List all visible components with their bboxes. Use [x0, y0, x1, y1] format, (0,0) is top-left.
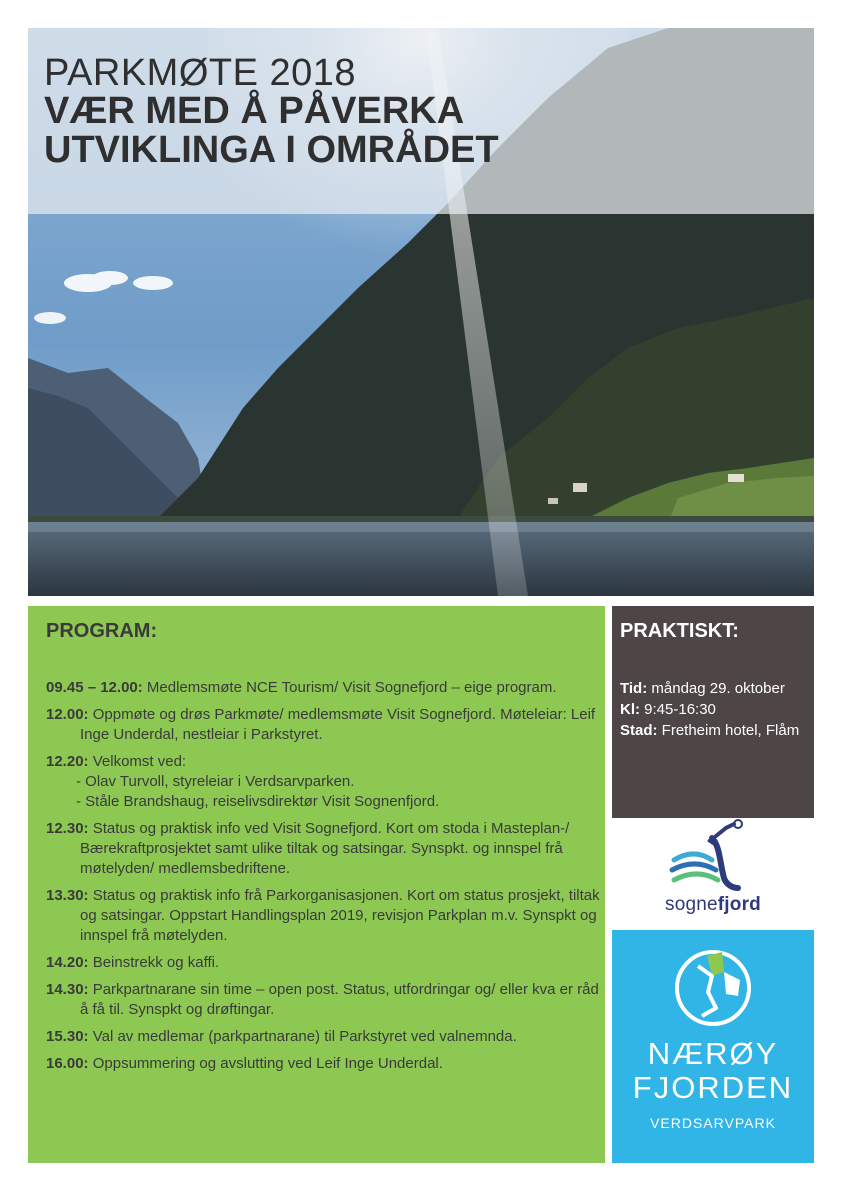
place-label: Stad:	[620, 722, 658, 739]
practical-time	[620, 678, 812, 699]
wordmark-suffix: fjord	[717, 894, 761, 915]
program-time: 15.30:	[46, 1028, 89, 1045]
program-time: 12.20:	[46, 753, 89, 770]
program-text: Status og praktisk info frå Parkorganisasjonen. Kort om status prosjekt, tiltak og satsingar. Oppstart Handlingsplan 2019, revisjon Parkplan m.v. Synspkt og innspel frå møtelyden.	[80, 887, 600, 944]
hero-image	[28, 28, 814, 596]
event-title: PARKMØTE 2018	[44, 52, 357, 94]
program-text: Velkomst ved:	[88, 753, 187, 770]
wordmark-prefix: sogne	[665, 894, 718, 915]
program-text: Parkpartnarane sin time – open post. Status, utfordringar og/ eller kva er råd å få til. Synspkt og drøftingar.	[80, 981, 599, 1018]
naeroy-line-3: VERDSARVPARK	[650, 1115, 776, 1131]
program-time: 16.00:	[46, 1055, 89, 1072]
program-item	[46, 980, 601, 1020]
program-item	[46, 678, 601, 698]
time-value: måndag 29. oktober	[647, 680, 785, 697]
program-time: 14.30:	[46, 981, 89, 998]
practical-heading: PRAKTISKT:	[620, 620, 739, 642]
clock-value: 9:45-16:30	[640, 701, 716, 718]
program-item	[46, 1054, 601, 1074]
program-text: Oppsummering og avslutting ved Leif Inge Underdal.	[88, 1055, 443, 1072]
clock-label: Kl:	[620, 701, 640, 718]
naeroyfjorden-emblem-icon	[612, 930, 814, 1030]
practical-info	[620, 678, 812, 741]
program-panel	[28, 606, 605, 1163]
program-item	[46, 886, 601, 946]
program-sub-item: - Ståle Brandshaug, reiselivsdirektør Visit Sognenfjord.	[76, 793, 440, 810]
program-heading: PROGRAM:	[46, 620, 158, 642]
program-time: 12.00:	[46, 706, 89, 723]
program-sub-item: - Olav Turvoll, styreleiar i Verdsarvparken.	[76, 773, 355, 790]
title-band	[28, 28, 814, 214]
program-text: Oppmøte og drøs Parkmøte/ medlemsmøte Visit Sognefjord. Møteleiar: Leif Inge Underdal, nestleiar i Parkstyret.	[80, 706, 596, 743]
headline-line-2: UTVIKLINGA I OMRÅDET	[44, 129, 499, 171]
sognefjord-emblem-icon	[612, 818, 814, 898]
program-item	[46, 1027, 601, 1047]
program-item	[46, 953, 601, 973]
program-time: 09.45 – 12.00:	[46, 679, 143, 696]
time-label: Tid:	[620, 680, 648, 697]
place-value: Fretheim hotel, Flåm	[657, 722, 800, 739]
program-time: 14.20:	[46, 954, 89, 971]
naeroyfjorden-logo	[612, 930, 814, 1163]
naeroy-line-2: FJORDEN	[632, 1070, 794, 1105]
program-time: 13.30:	[46, 887, 89, 904]
program-item	[46, 752, 601, 812]
practical-place	[620, 720, 812, 741]
program-list	[46, 678, 601, 1081]
headline-line-1: VÆR MED Å PÅVERKA	[44, 90, 465, 132]
program-text: Status og praktisk info ved Visit Sognefjord. Kort om stoda i Masteplan-/ Bærekraftprosjektet samt ulike tiltak og satsingar. Synspkt. og innspel frå møtelyden/ medlemsbedriftene.	[80, 820, 570, 877]
program-text: Val av medlemar (parkpartnarane) til Parkstyret ved valnemnda.	[88, 1028, 517, 1045]
program-item	[46, 705, 601, 745]
sognefjord-logo	[612, 818, 814, 930]
practical-panel	[612, 606, 814, 818]
program-text: Medlemsmøte NCE Tourism/ Visit Sognefjord – eige program.	[142, 679, 557, 696]
practical-clock	[620, 699, 812, 720]
program-time: 12.30:	[46, 820, 89, 837]
naeroy-line-1: NÆRØY	[647, 1036, 779, 1071]
program-text: Beinstrekk og kaffi.	[88, 954, 220, 971]
program-item	[46, 819, 601, 879]
sognefjord-wordmark	[612, 894, 814, 916]
